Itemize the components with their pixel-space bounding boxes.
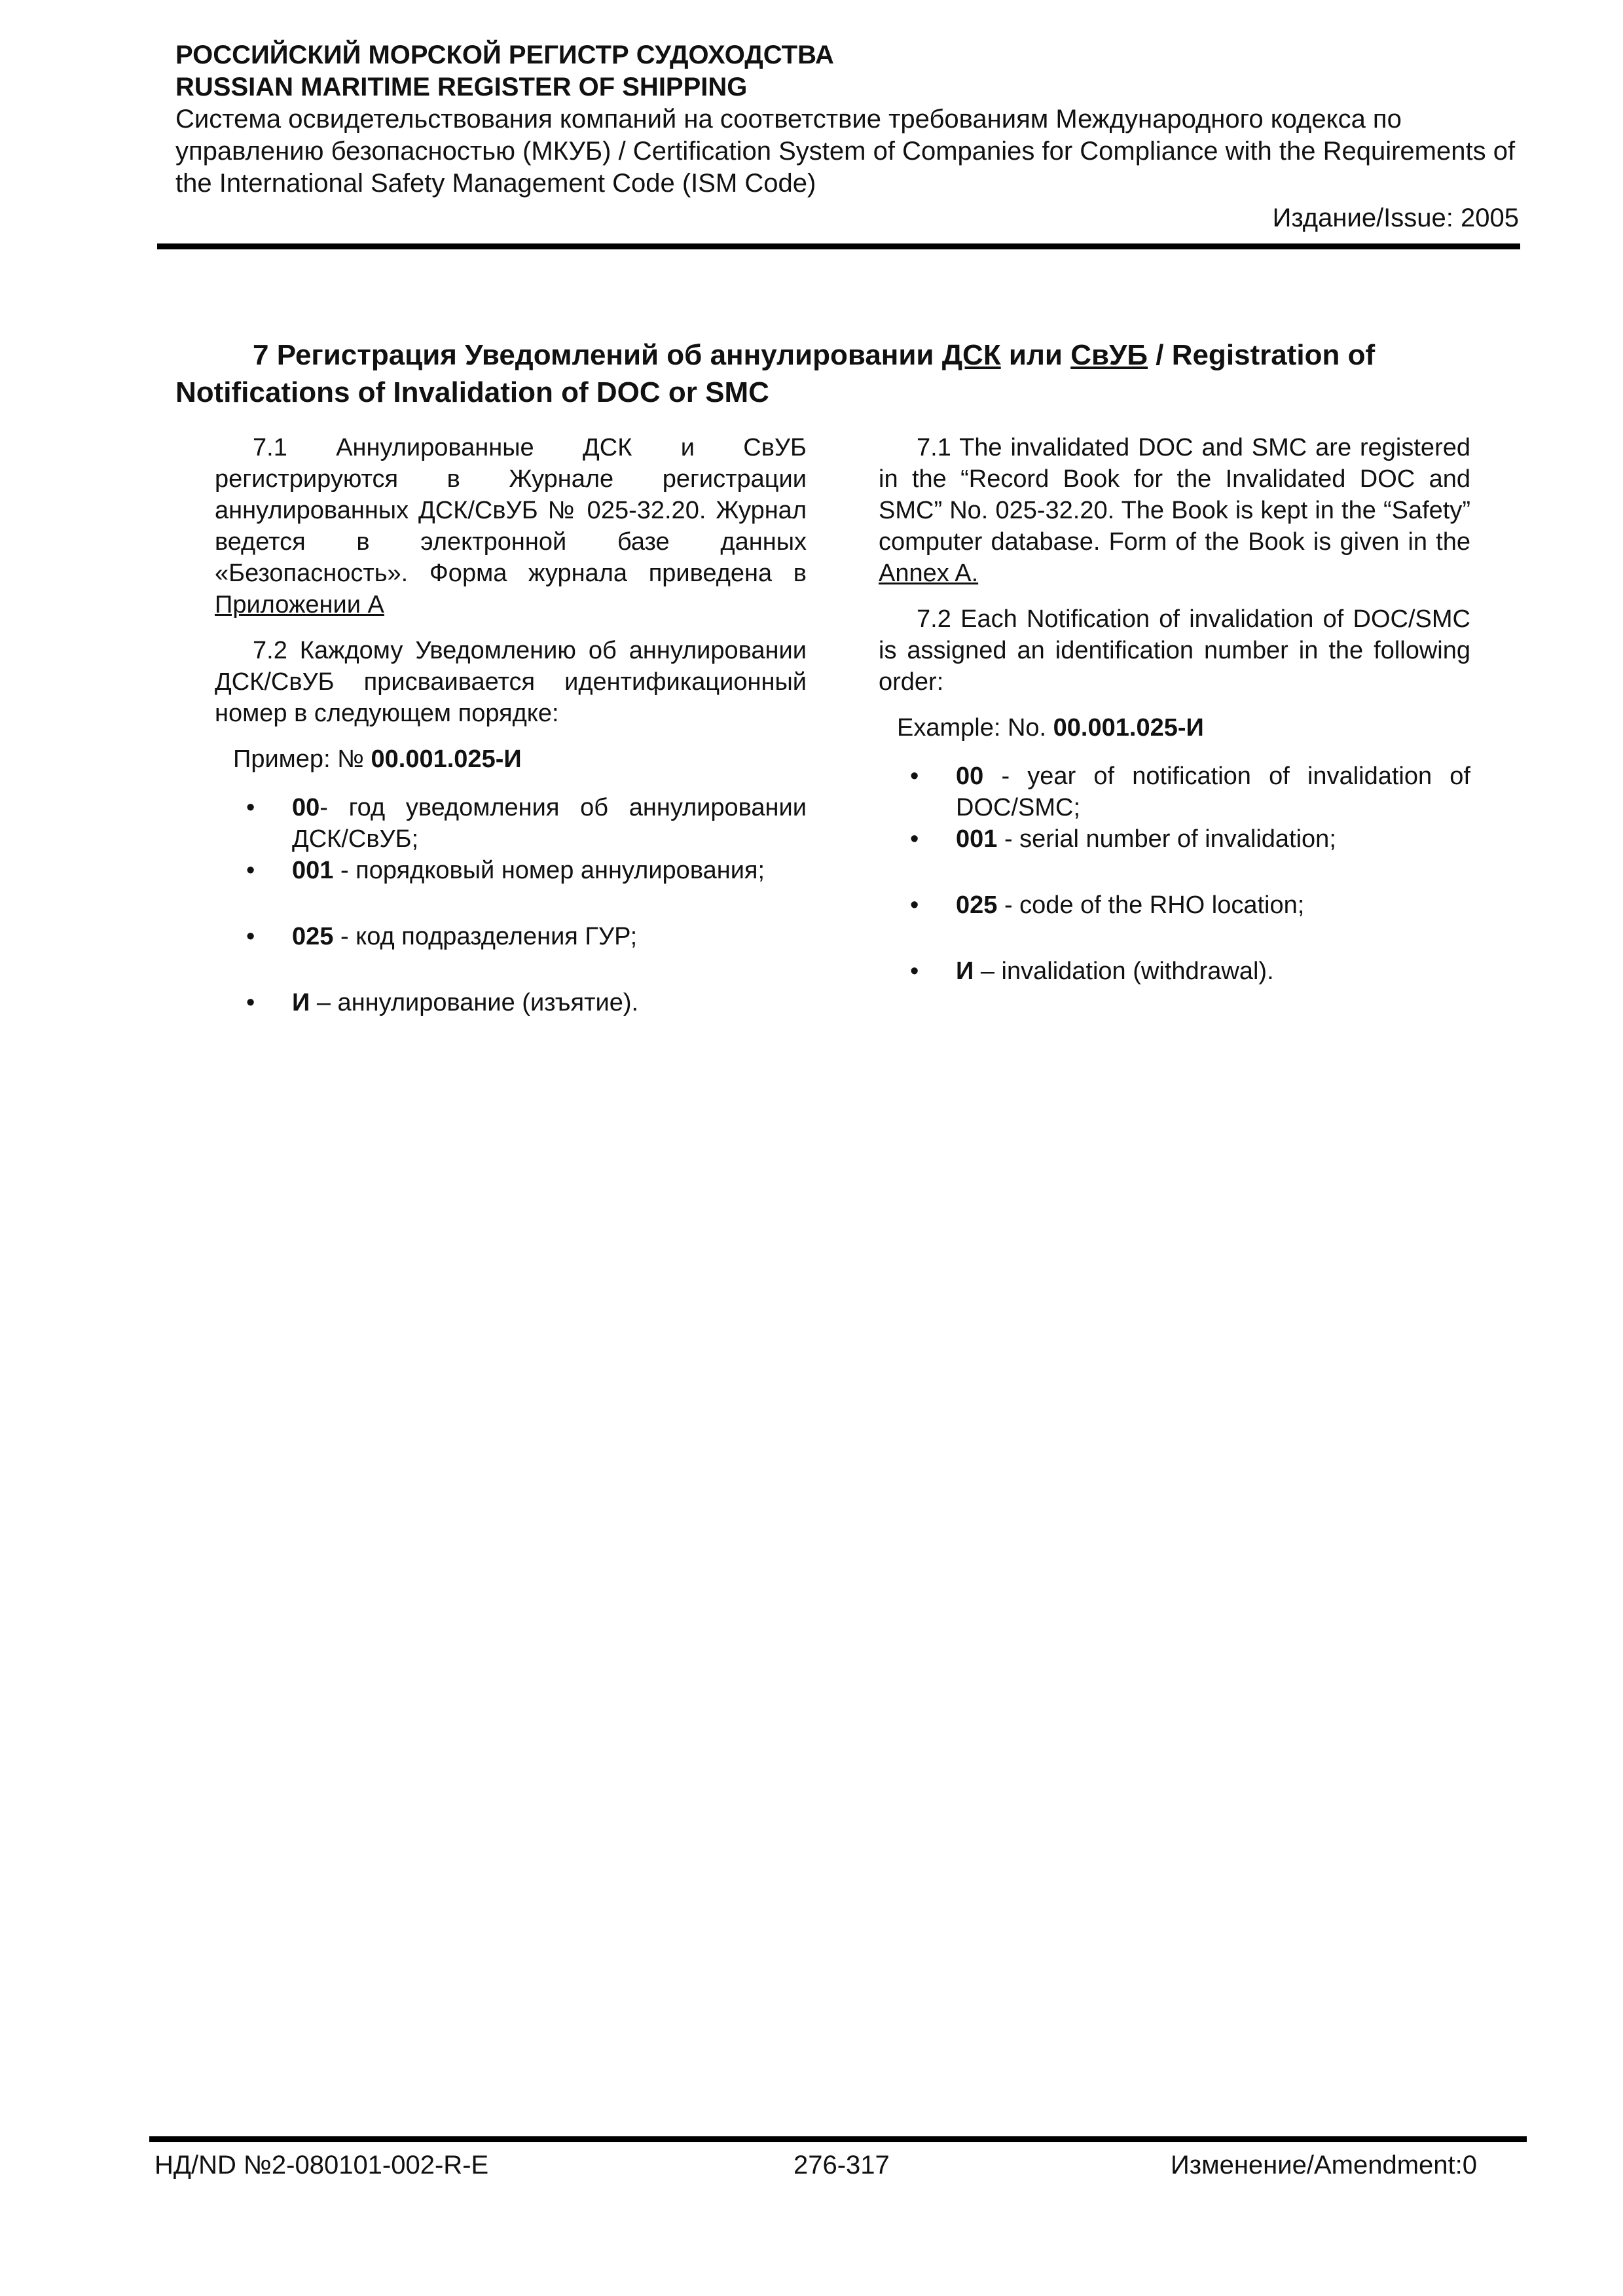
code-location-ru: 025: [292, 923, 334, 950]
org-name-en: RUSSIAN MARITIME REGISTER OF SHIPPING: [175, 73, 748, 101]
russian-column: [215, 432, 807, 1018]
header-divider: [157, 243, 1520, 249]
desc-location-ru: - код подразделения ГУР;: [333, 923, 638, 950]
doc-link[interactable]: ДСК: [941, 339, 1001, 371]
bullet-icon: •: [910, 958, 919, 985]
list-item: [246, 792, 807, 855]
code-invalidation-en: И: [956, 958, 974, 985]
paragraph-7-2-en: 7.2 Each Notification of invalidation of DOC/SMC is assigned an identification number in the following order:: [879, 605, 1470, 696]
bullet-icon: •: [246, 989, 255, 1016]
paragraph-7-1-en-text: 7.1 The invalidated DOC and SMC are registered in the “Record Book for the Invalidated DOC and SMC” No. 025-32.20. The Book is kept in the “Safety” computer database. Form of the Book is given in the: [879, 434, 1470, 556]
section-title-part1: 7 Регистрация Уведомлений об аннулировании: [253, 339, 942, 371]
paragraph-7-2-ru: 7.2 Каждому Уведомлению об аннулировании ДСК/СвУБ присваивается идентификационный номер в следующем порядке:: [215, 637, 807, 727]
desc-invalidation-ru: – аннулирование (изъятие).: [310, 989, 639, 1016]
section-title-part2: или: [1000, 339, 1071, 371]
example-en: [897, 712, 1470, 744]
paragraph-7-1-ru-text: 7.1 Аннулированные ДСК и СвУБ регистрируются в Журнале регистрации аннулированных ДСК/СвУБ № 025-32.20. Журнал ведется в электронной базе данных «Безопасность». Форма журнала приведена в: [215, 434, 807, 587]
code-year-en: 00: [956, 762, 984, 790]
bullet-icon: •: [246, 794, 255, 821]
id-format-list-en: [910, 761, 1470, 987]
list-item: [910, 761, 1470, 823]
code-serial-ru: 001: [292, 857, 334, 884]
paragraph-7-1-en: [879, 432, 1470, 589]
bullet-icon: •: [910, 825, 919, 853]
edition-label: Издание/Issue: 2005: [1272, 204, 1519, 232]
footer-amendment: Изменение/Amendment:0: [1171, 2151, 1477, 2179]
list-item: [246, 855, 807, 886]
annex-a-link[interactable]: Annex A: [879, 560, 972, 587]
desc-location-en: - code of the RHO location;: [997, 891, 1305, 919]
desc-year-ru: - год уведомления об аннулировании ДСК/СвУБ;: [292, 794, 807, 853]
paragraph-7-1-ru: [215, 432, 807, 620]
list-item: [910, 823, 1470, 855]
code-invalidation-ru: И: [292, 989, 310, 1016]
desc-invalidation-en: – invalidation (withdrawal).: [974, 958, 1274, 985]
id-format-list-ru: [246, 792, 807, 1018]
code-location-en: 025: [956, 891, 998, 919]
bullet-icon: •: [910, 891, 919, 919]
example-value-ru: 00.001.025-И: [371, 745, 522, 773]
example-value-en: 00.001.025-И: [1053, 714, 1204, 742]
list-item: [246, 921, 807, 952]
bullet-icon: •: [246, 923, 255, 950]
appendix-a-link[interactable]: Приложении А: [215, 591, 384, 619]
list-item: [910, 889, 1470, 921]
desc-year-en: - year of notification of invalidation of DOC/SMC;: [956, 762, 1470, 821]
footer-page-number: 276-317: [793, 2151, 890, 2179]
section-title-part3: / Registration of Notifications of Invalidation of DOC or SMC: [175, 339, 1376, 408]
example-label-en: Example: No.: [897, 714, 1053, 742]
document-header: [175, 39, 1519, 234]
annex-a-link-end: .: [971, 560, 979, 587]
footer-divider: [149, 2136, 1527, 2142]
example-label-ru: Пример: №: [233, 745, 371, 773]
desc-serial-ru: - порядковый номер аннулирования;: [333, 857, 765, 884]
desc-serial-en: - serial number of invalidation;: [997, 825, 1336, 853]
code-serial-en: 001: [956, 825, 998, 853]
section-title: [175, 336, 1519, 411]
footer-doc-number: НД/ND №2-080101-002-R-E: [155, 2151, 489, 2179]
org-name-ru: РОССИЙСКИЙ МОРСКОЙ РЕГИСТР СУДОХОДСТВА: [175, 41, 834, 69]
bullet-icon: •: [246, 857, 255, 884]
certification-system-subtitle: Система освидетельствования компаний на соответствие требованиям Международного кодекса по управлению безопасностью (МКУБ) / Certification System of Companies for Compliance with the Requirements of the International Safety Management Code (ISM Code): [175, 105, 1516, 198]
example-ru: [233, 744, 807, 775]
smc-link[interactable]: СвУБ: [1070, 339, 1148, 371]
bullet-icon: •: [910, 762, 919, 790]
list-item: [910, 956, 1470, 987]
code-year-ru: 00: [292, 794, 320, 821]
list-item: [246, 987, 807, 1018]
english-column: [879, 432, 1470, 987]
